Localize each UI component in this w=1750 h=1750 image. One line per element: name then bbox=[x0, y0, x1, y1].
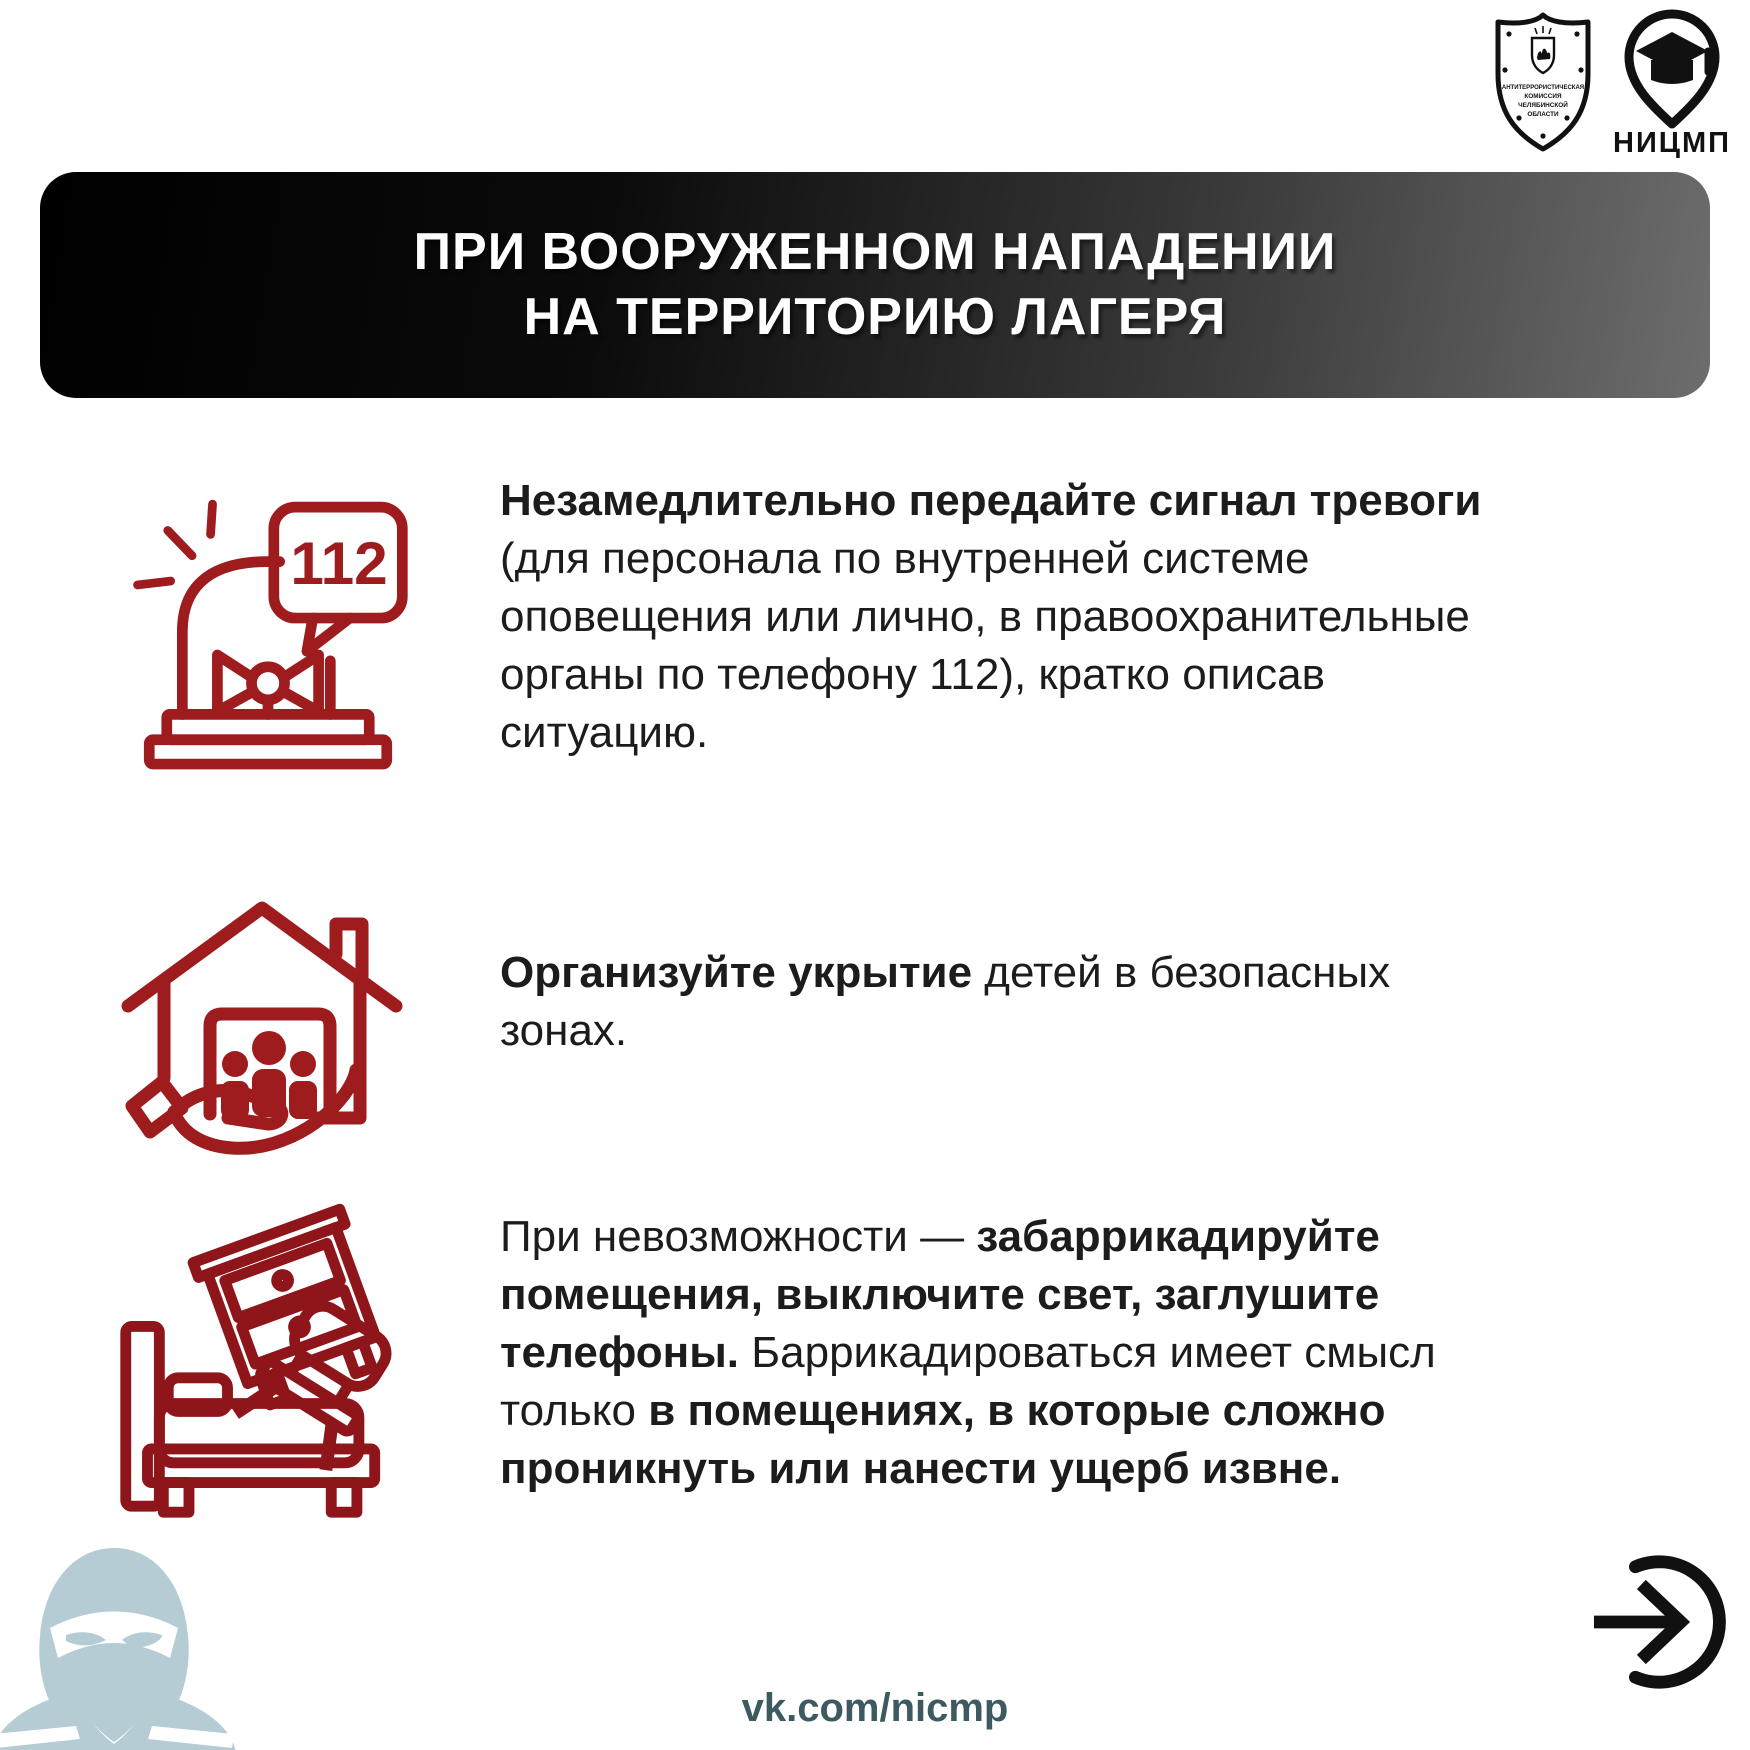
text-segment: (для персонала по внутренней системе bbox=[500, 534, 1310, 583]
page-title-line1: ПРИ ВООРУЖЕННОМ НАПАДЕНИИ bbox=[413, 223, 1337, 281]
enter-arrow-icon bbox=[1592, 1548, 1740, 1696]
page-title-line2: НА ТЕРРИТОРИЮ ЛАГЕРЯ bbox=[523, 288, 1227, 346]
nicmp-logo bbox=[1606, 4, 1738, 159]
text-segment: ситуацию. bbox=[500, 708, 709, 757]
text-segment: органы по телефону 112), кратко описав bbox=[500, 650, 1325, 699]
text-segment: в помещениях, в которые сложно bbox=[648, 1386, 1386, 1435]
text-segment: проникнуть или нанести ущерб извне. bbox=[500, 1444, 1342, 1493]
text-segment: оповещения или лично, в правоохранительные bbox=[500, 592, 1470, 641]
text-segment: помещения, выключите свет, заглушите bbox=[500, 1270, 1380, 1319]
emergency-number-112: 112 bbox=[290, 528, 388, 597]
instruction-3-text bbox=[500, 1208, 1665, 1498]
shield-text-line: КОМИССИЯ bbox=[1524, 93, 1562, 100]
text-segment: телефоны. bbox=[500, 1328, 740, 1377]
text-segment: При невозможности — bbox=[500, 1212, 977, 1261]
alarm-flash-lines bbox=[138, 504, 213, 585]
instruction-2-text bbox=[500, 944, 1665, 1060]
instruction-1-text bbox=[500, 472, 1665, 762]
text-segment: зонах. bbox=[500, 1006, 628, 1055]
antiterror-shield-logo bbox=[1492, 12, 1594, 152]
vk-link: vk.com/nicmp bbox=[741, 1686, 1009, 1730]
text-segment: Организуйте укрытие bbox=[500, 948, 973, 997]
shield-text-line: АНТИТЕРРОРИСТИЧЕСКАЯ bbox=[1501, 85, 1585, 91]
text-segment: только bbox=[500, 1386, 649, 1435]
shield-icon bbox=[1492, 12, 1594, 152]
graduation-pin-icon bbox=[1606, 4, 1738, 159]
text-segment: забаррикадируйте bbox=[976, 1212, 1380, 1261]
barricade-furniture-icon bbox=[106, 1200, 432, 1526]
nicmp-label: НИЦМП bbox=[1613, 127, 1731, 159]
siren-112-icon bbox=[122, 470, 414, 770]
shield-text-line: ЧЕЛЯБИНСКОЙ bbox=[1518, 102, 1568, 109]
text-segment: Незамедлительно передайте сигнал тревоги bbox=[500, 476, 1482, 525]
house-shelter-icon bbox=[112, 882, 412, 1182]
shield-text-line: ОБЛАСТИ bbox=[1527, 111, 1559, 118]
title-banner bbox=[40, 172, 1710, 398]
text-segment: детей в безопасных bbox=[972, 948, 1391, 997]
text-segment: Баррикадироваться имеет смысл bbox=[739, 1328, 1436, 1377]
